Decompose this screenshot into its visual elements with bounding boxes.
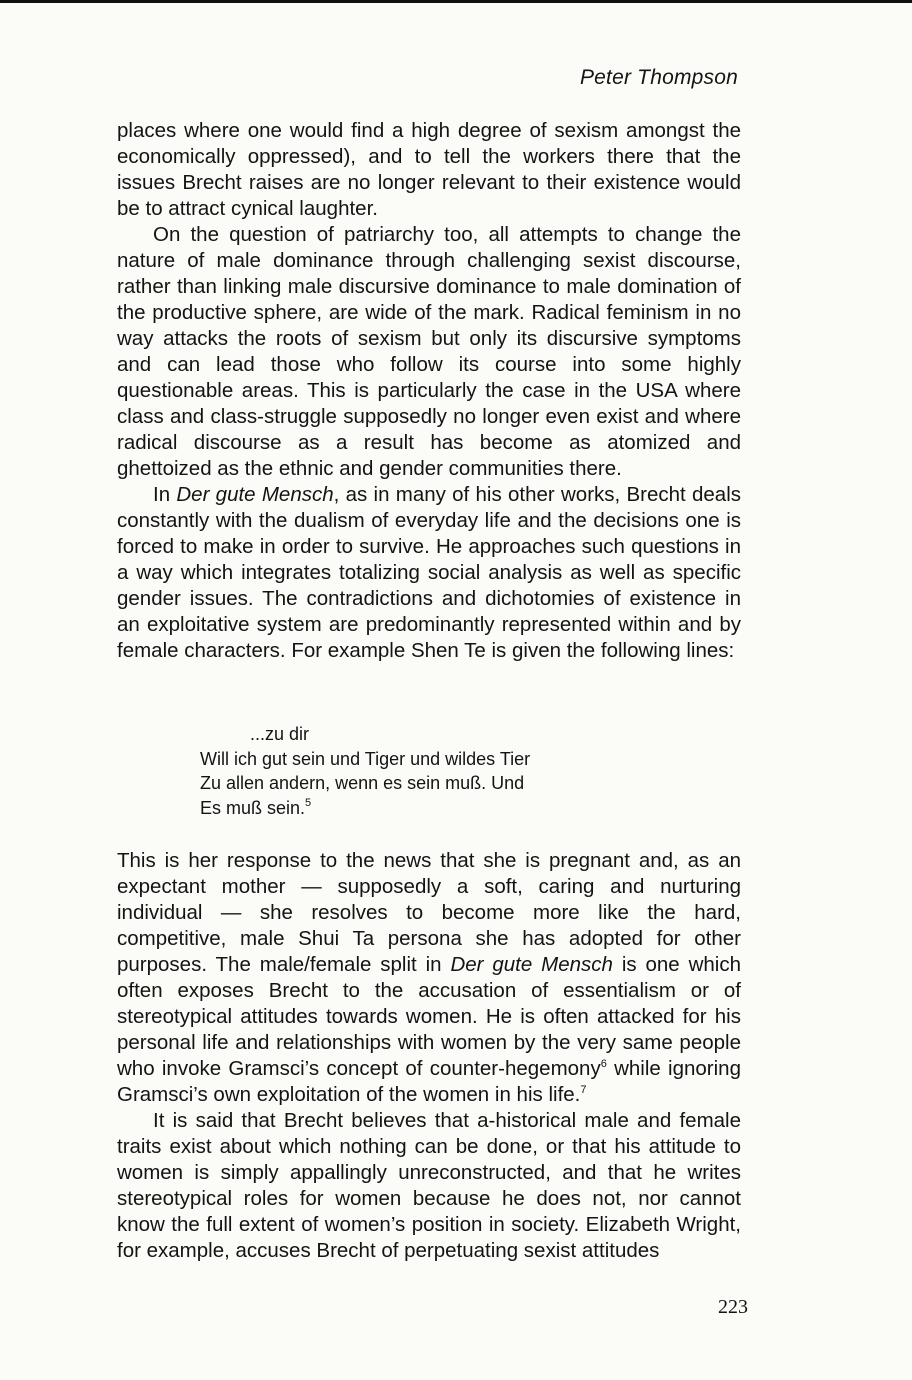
paragraph-a-historical: It is said that Brecht believes that a-historical male and female traits exist about which nothing can be done, or that his attitude to women is simply appallingly unreconstructed, and that he writes stereotypical roles for women because he does not, nor cannot know the full extent of women’s position in society. Elizabeth Wright, for example, accuses Brecht of perpetuating sexist attitudes bbox=[117, 1109, 741, 1262]
body-text-upper bbox=[117, 118, 741, 664]
paragraph-patriarchy: On the question of patriarchy too, all attempts to change the nature of male dominance through challenging sexist discourse, rather than linking male discursive dominance to male domination of the productive sphere, are wide of the mark. Radical feminism in no way attacks the roots of sexism but only its discursive symptoms and can lead those who follow its course into some highly questionable areas. This is particularly the case in the USA where class and class-struggle supposedly no longer even exist and where radical discourse as a result has become as atomized and ghettoized as the ethnic and gender communities there. bbox=[117, 223, 741, 480]
footnote-ref-5: 5 bbox=[305, 796, 312, 809]
verse-line: ...zu dir bbox=[250, 724, 310, 744]
verse-quotation bbox=[200, 722, 530, 820]
paragraph-text: while ignoring Gramsci’s own exploitation of the women in his life. bbox=[117, 1057, 741, 1106]
paragraph-response bbox=[117, 848, 741, 1108]
verse-line: Will ich gut sein und Tiger und wildes Tier bbox=[200, 748, 531, 769]
footnote-ref-7: 7 bbox=[580, 1084, 587, 1096]
footnote-ref-6: 6 bbox=[600, 1058, 607, 1070]
verse-line-last: Es muß sein.$^5$ bbox=[200, 796, 312, 818]
paragraph-text: This is her response to the news that she is pregnant and, as an expectant mother — supposedly a soft, caring and nurturing individual — she resolves to become more like the hard, competitive, male Shui Ta persona she has adopted for other purposes. The male/female split in bbox=[117, 849, 741, 976]
paragraph-text: is one which often exposes Brecht to the accusation of essentialism or of stereotypical attitudes towards women. He is often attacked for his personal life and relationships with women by the very same people who invoke Gramsci’s concept of counter-hegemony bbox=[117, 953, 741, 1080]
running-head-author: Peter Thompson bbox=[579, 66, 738, 89]
body-text-lower bbox=[117, 848, 741, 1264]
work-title: Der gute Mensch bbox=[176, 483, 334, 506]
paragraph-continued: places where one would find a high degree of sexism amongst the economically oppressed), and to tell the workers there that the issues Brecht raises are no longer relevant to their existence would be to attract cynical laughter. bbox=[117, 119, 741, 220]
paragraph-text: In bbox=[153, 483, 177, 506]
work-title: Der gute Mensch bbox=[450, 953, 613, 976]
page-number: 223 bbox=[718, 1296, 748, 1318]
top-border-rule bbox=[0, 0, 912, 3]
verse-line: Zu allen andern, wenn es sein muß. Und bbox=[200, 773, 525, 793]
paragraph-text: , as in many of his other works, Brecht deals constantly with the dualism of everyday life and the decisions one is forced to make in order to survive. He approaches such questions in a way which integrates totalizing social analysis as well as specific gender issues. The contradictions and dichotomies of existence in an exploitative system are predominantly represented within and by female characters. For example Shen Te is given the following lines: bbox=[117, 483, 742, 662]
paragraph-der-gute-mensch bbox=[117, 482, 741, 664]
